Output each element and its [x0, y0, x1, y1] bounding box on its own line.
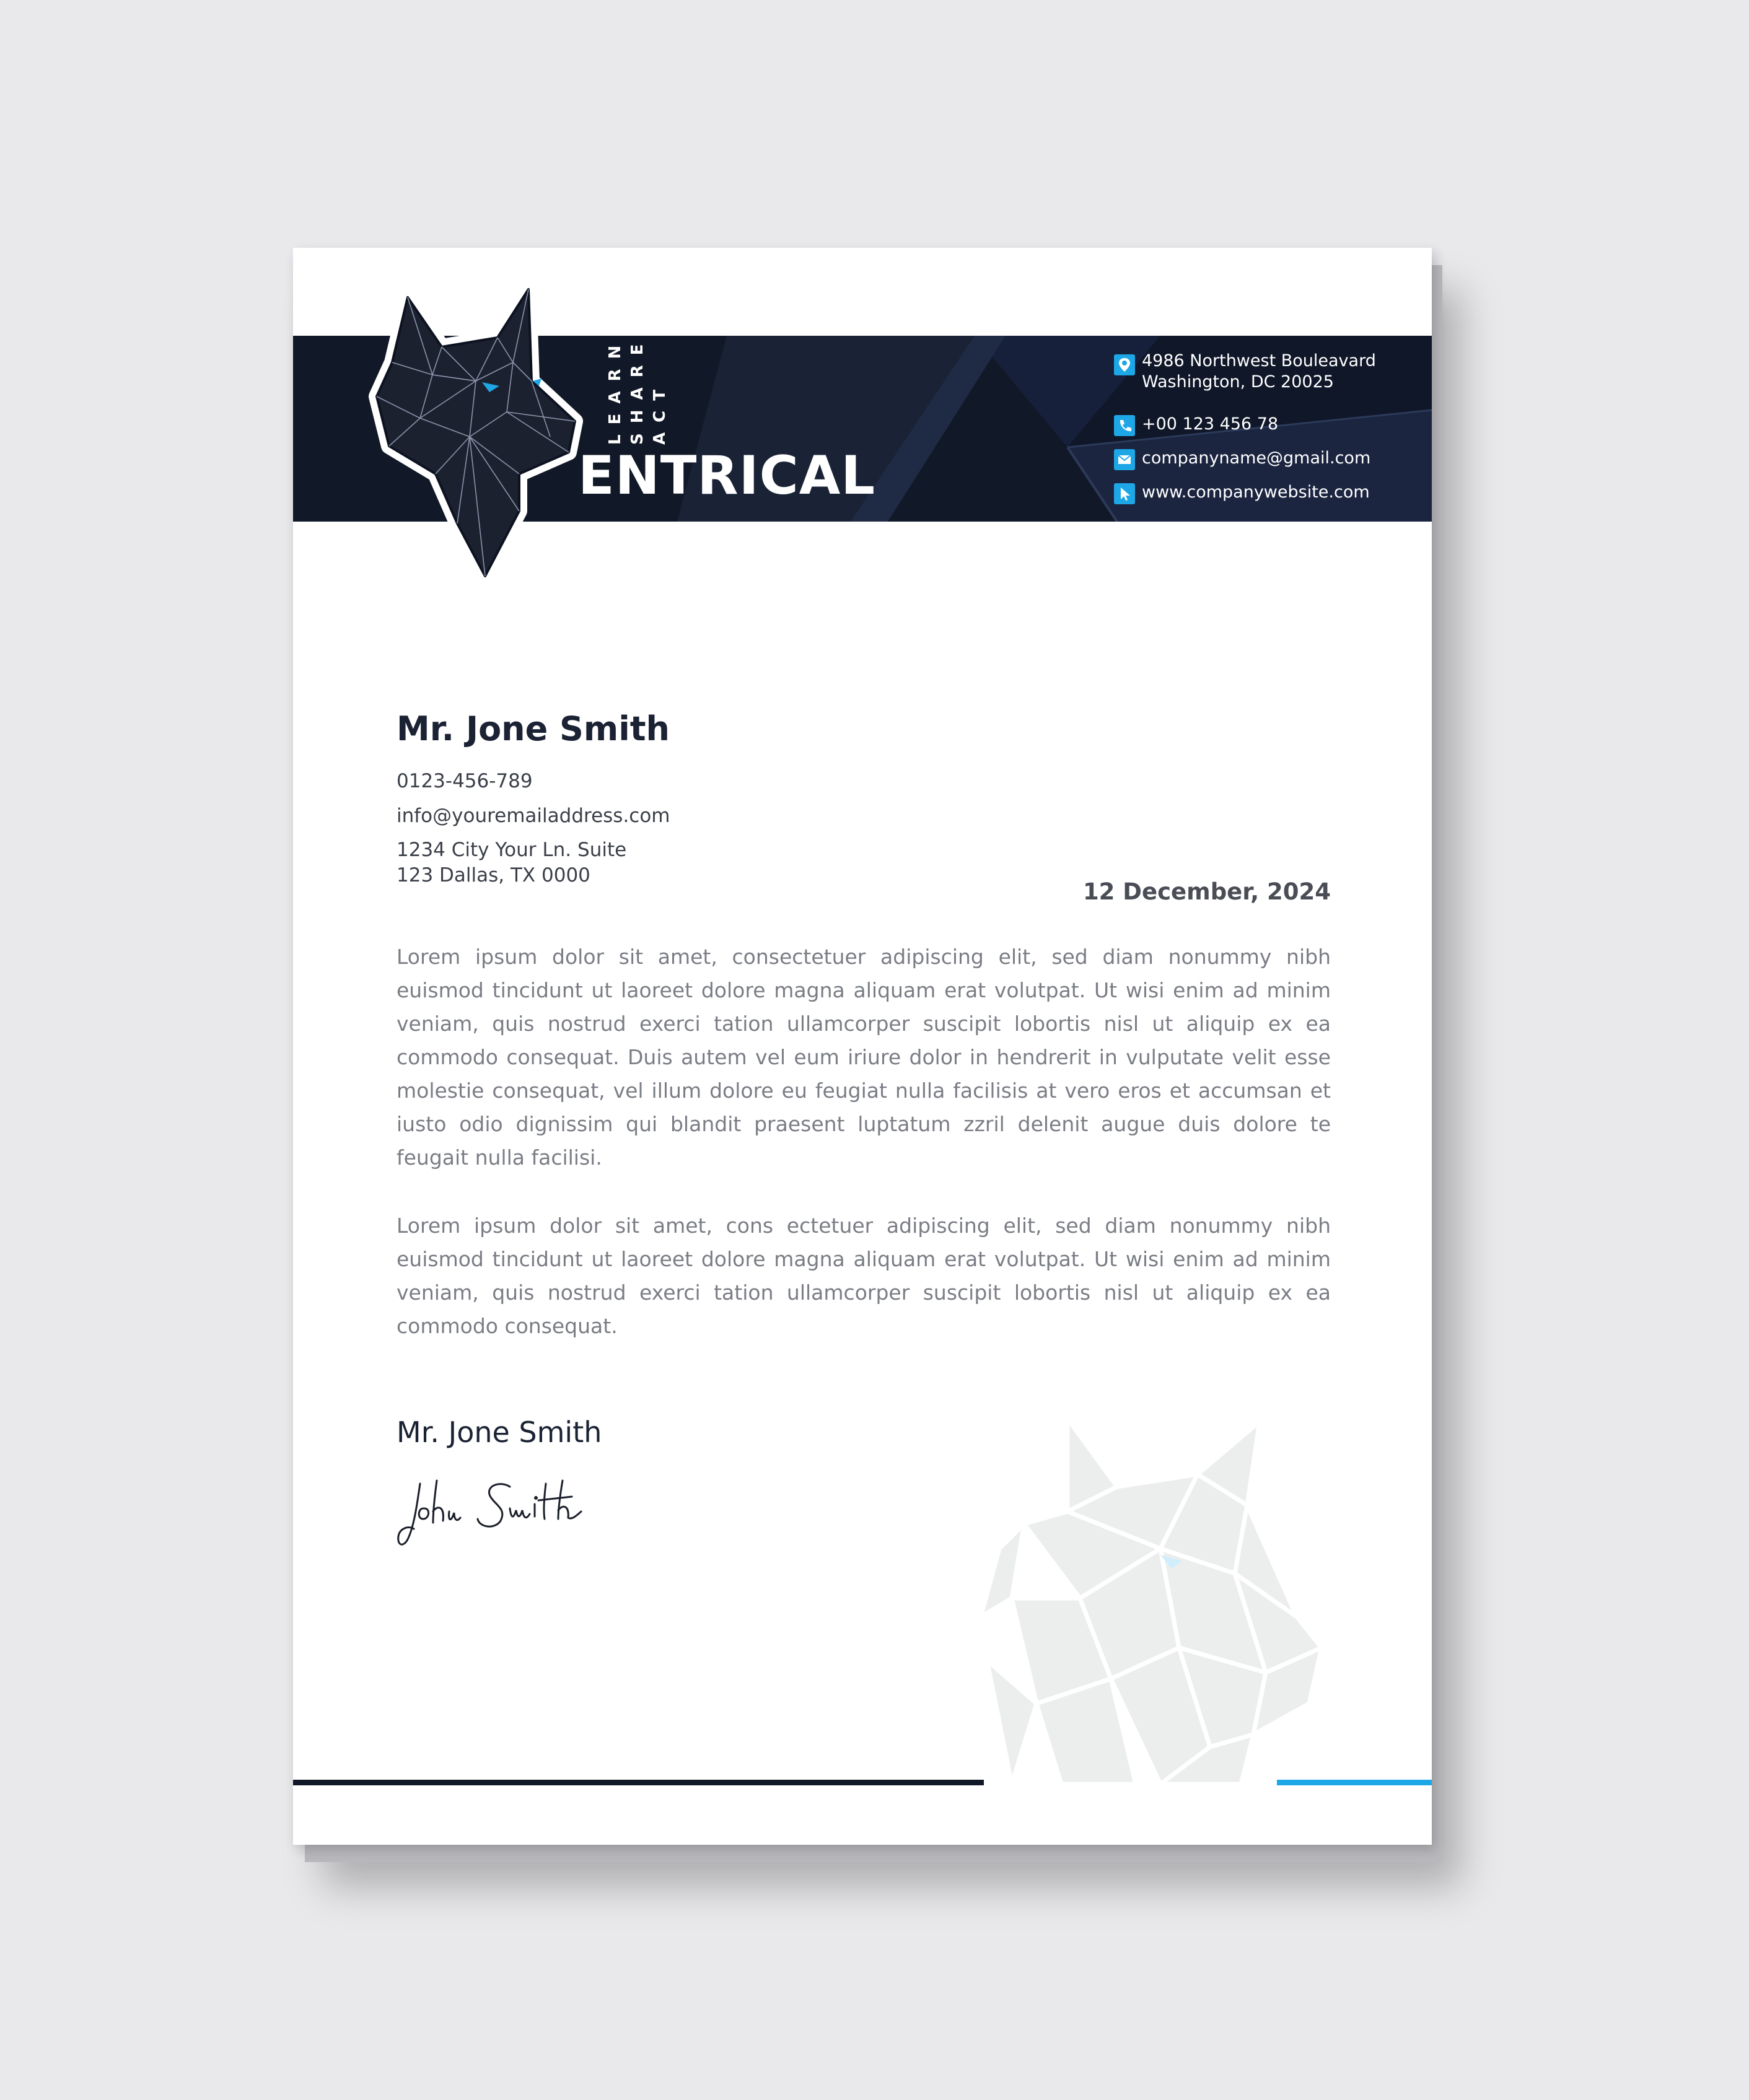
brand-tagline: [606, 334, 708, 446]
sender-address-line1: 1234 City Your Ln. Suite: [397, 839, 627, 861]
location-pin-icon: [1114, 354, 1135, 375]
company-address-line2: Washington, DC 20025: [1142, 372, 1334, 392]
body-paragraph-2: Lorem ipsum dolor sit amet, cons ectetuer adipiscing elit, sed diam nonummy nibh euismod tincidunt ut laoreet dolore magna aliquam erat volutpat. Ut wisi enim ad minim veniam, quis nostrud exerci tation ullamcorper suscipit lobortis nisl ut aliquip ex ea commodo consequat.: [397, 1214, 1331, 1338]
envelope-icon: [1114, 449, 1135, 470]
cursor-icon: [1114, 483, 1135, 504]
wolf-logo-icon: [364, 288, 587, 579]
footer-rule-dark: [293, 1780, 984, 1785]
wolf-watermark-icon: [975, 1412, 1346, 1784]
closing-name: Mr. Jone Smith: [397, 1415, 602, 1449]
letterhead-page: [293, 248, 1432, 1845]
sender-address-line2: 123 Dallas, TX 0000: [397, 864, 590, 886]
handwritten-signature: [392, 1474, 603, 1555]
company-address-line1: 4986 Northwest Bouleavard: [1142, 351, 1376, 370]
body-paragraph-1: Lorem ipsum dolor sit amet, consectetuer adipiscing elit, sed diam nonummy nibh euismod tincidunt ut laoreet dolore magna aliquam erat volutpat. Ut wisi enim ad minim veniam, quis nostrud exerci tation ullamcorper suscipit lobortis nisl ut aliquip ex ea commodo consequat. Duis autem vel eum iriure dolor in hendrerit in vulputate velit esse molestie consequat, vel illum dolore eu feugiat nulla facilisis at vero eros et accumsan et iusto odio dignissim qui blandit praesent luptatum zzril delenit augue duis dolore te feugait nulla facilisi.: [397, 945, 1331, 1170]
sender-name: Mr. Jone Smith: [397, 709, 670, 748]
tagline-learn: LEARN: [606, 335, 625, 445]
phone-icon: [1114, 415, 1135, 436]
company-phone: +00 123 456 78: [1142, 414, 1279, 434]
footer-rule-blue: [1277, 1780, 1432, 1785]
tagline-share: SHARE: [628, 334, 647, 445]
sender-email[interactable]: info@youremailaddress.com: [397, 805, 670, 827]
brand-name: ENTRICAL: [578, 445, 876, 507]
company-website[interactable]: www.companywebsite.com: [1142, 483, 1370, 502]
sender-phone: 0123-456-789: [397, 770, 533, 792]
tagline-act: ACT: [651, 380, 669, 445]
company-email[interactable]: companyname@gmail.com: [1142, 448, 1371, 468]
letter-date: 12 December, 2024: [1082, 878, 1331, 905]
